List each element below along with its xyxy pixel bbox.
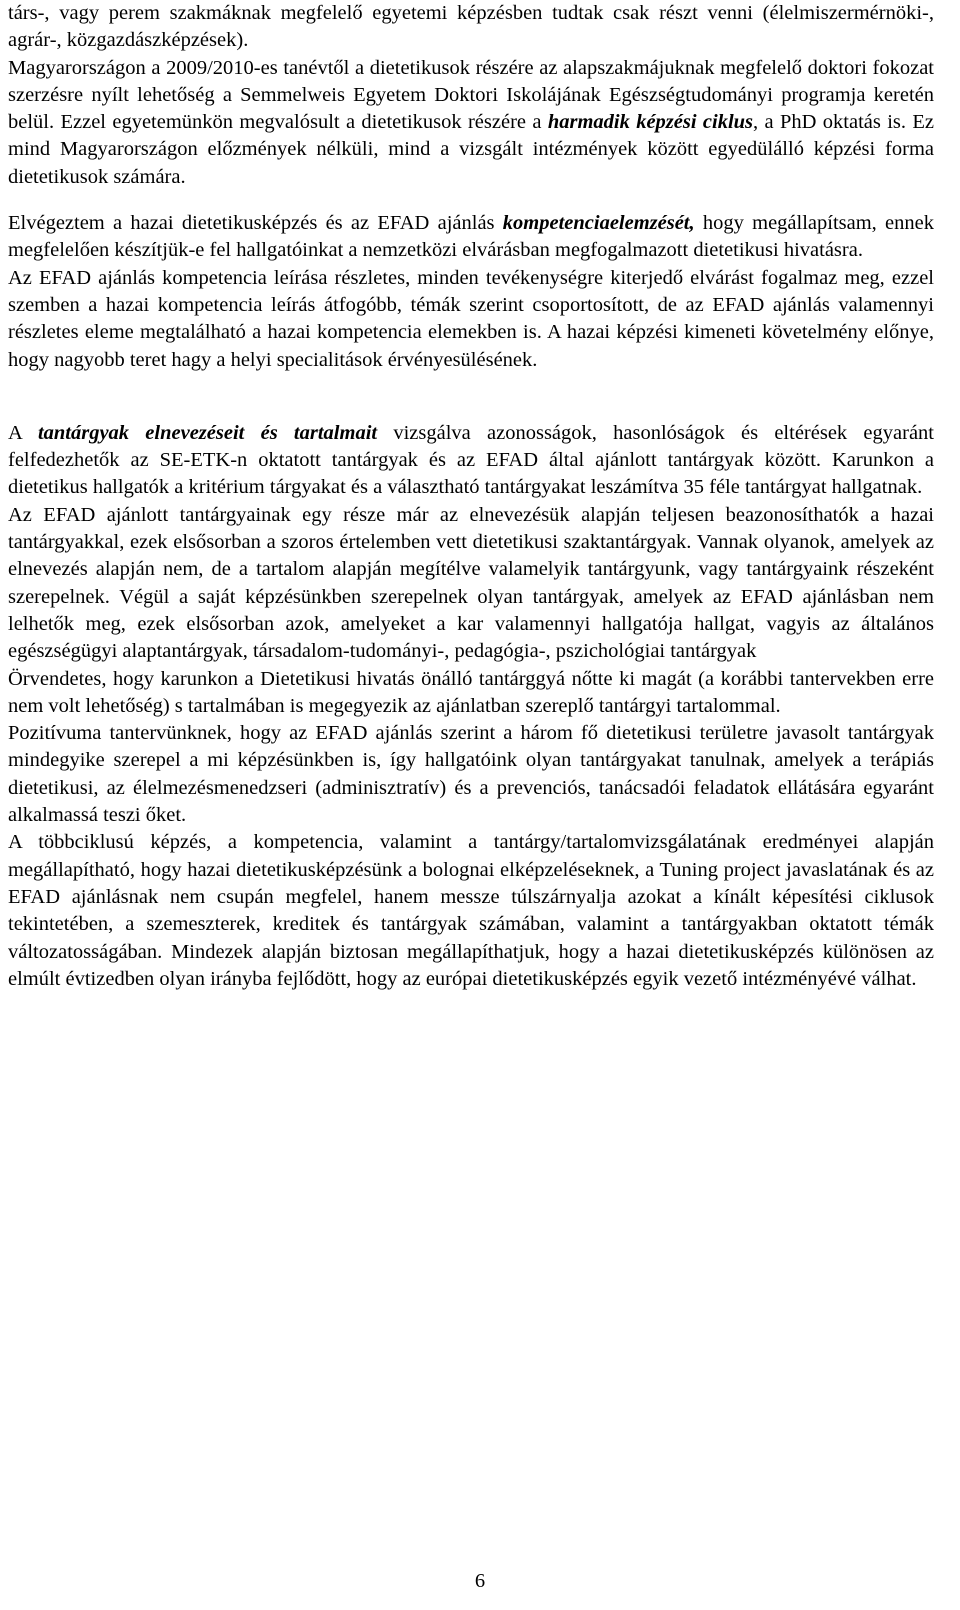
paragraph-text: társ-, vagy perem szakmáknak megfelelő egyetemi képzésben tudtak csak részt venni (élelmiszermérnöki-, agrár-, közgazdászképzések). bbox=[8, 2, 934, 52]
body-paragraph bbox=[8, 666, 934, 721]
document-body bbox=[8, 0, 934, 993]
body-paragraph bbox=[8, 0, 934, 55]
paragraph-text: A bbox=[8, 421, 38, 444]
paragraph-text: hogy megállapítsam, ennek megfelelően készítjük-e fel hallgatóinkat a nemzetközi elvárásban megfogalmazott dietetikusi hivatásra. bbox=[8, 212, 935, 262]
paragraph-text: Az EFAD ajánlás kompetencia leírása részletes, minden tevékenységre kiterjedő elvárást fogalmaz meg, ezzel szemben a hazai kompetencia leírás átfogóbb, témák szerint csoportosított, de az EFAD ajánlás valamennyi részletes eleme megtalálható a hazai kompetencia elemekben is. A hazai képzési kimeneti követelmény előnye, hogy nagyobb teret hagy a helyi specialitások érvényesülésének. bbox=[8, 266, 934, 371]
page-number: 6 bbox=[474, 1570, 486, 1592]
body-paragraph bbox=[8, 720, 934, 829]
paragraph-text: Az EFAD ajánlott tantárgyainak egy része már az elnevezésük alapján teljesen beazonosíthatók a hazai tantárgyakkal, ezek elsősorban a szoros értelemben vett dietetikusi szaktantárgyak. Vannak olyanok, amelyek az elnevezés alapján nem, de a tartalom alapján megítélve valamelyik tantárgyunk, vagy tantárgyaink részeként szerepelnek. Végül a saját képzésünkben szerepelnek olyan tantárgyak, amelyek az EFAD ajánlásban nem lelhetők meg, ezek elsősorban azok, amelyeket a kar valamennyi hallgatója hallgat, vagyis az általános egészségügyi alaptantárgyak, társadalom-tudományi-, pedagógia-, pszichológiai tantárgyak bbox=[8, 503, 934, 663]
body-paragraph bbox=[8, 210, 934, 265]
paragraph-text: , a PhD oktatás is. Ez mind Magyarországon előzmények nélküli, mind a vizsgált intézmények között egyedülálló képzési forma dietetikusok számára. bbox=[8, 111, 934, 188]
body-paragraph bbox=[8, 829, 934, 993]
body-paragraph bbox=[8, 420, 934, 502]
paragraph-text: vizsgálva azonosságok, hasonlóságok és eltérések egyaránt felfedezhetők az SE-ETK-n oktatott tantárgyak és az EFAD által ajánlott tantárgyak között. Karunkon a dietetikus hallgatók a kritérium tárgyakat és a választható tantárgyakat leszámítva 35 féle tantárgyat hallgatnak. bbox=[8, 421, 934, 499]
paragraph-text: Örvendetes, hogy karunkon a Dietetikusi hivatás önálló tantárggyá nőtte ki magát (a korábbi tantervekben erre nem volt lehetőség) s tartalmában is megegyezik az ajánlatban szereplő tantárgyi tartalommal. bbox=[8, 667, 934, 717]
paragraph-text: A többciklusú képzés, a kompetencia, valamint a tantárgy/tartalomvizsgálatának eredményei alapján megállapítható, hogy hazai dietetikusképzésünk a bolognai elképzeléseknek, a Tuning project javaslatának és az EFAD ajánlásnak nem csupán megfelel, hanem messze túlszárnyalja azokat a kínált képesítési ciklusok tekintetében, a szemeszterek, kreditek és tantárgyak számában, valamint a tantárgyakban oktatott témák változatosságában. Mindezek alapján biztosan megállapíthatjuk, hogy a hazai dietetikusképzés különösen az elmúlt évtizedben olyan irányba fejlődött, hogy az európai dietetikusképzés egyik vezető intézményévé válhat. bbox=[8, 831, 934, 990]
emphasized-text: harmadik képzési ciklus bbox=[547, 111, 754, 134]
paragraph-text: Pozitívuma tantervünknek, hogy az EFAD ajánlás szerint a három fő dietetikusi területre javasolt tantárgyak mindegyike szerepel a mi képzésünkben is, így hallgatóink olyan tantárgyakat tanulnak, amelyek a terápiás dietetikusi, az élelmezésmenedzseri (adminisztratív) és a prevenciós, tanácsadói feladatok ellátására egyaránt alkalmassá teszi őket. bbox=[8, 722, 934, 827]
body-paragraph bbox=[8, 55, 934, 191]
emphasized-text: tantárgyak elnevezéseit és tartalmait bbox=[37, 421, 378, 444]
body-paragraph bbox=[8, 265, 934, 374]
body-paragraph bbox=[8, 502, 934, 666]
paragraph-text: Magyarországon a 2009/2010-es tanévtől a dietetikusok részére az alapszakmájuknak megfelelő doktori fokozat szerzésre nyílt lehetőség a Semmelweis Egyetem Doktori Iskolájának Egészségtudományi programja keretén belül. Ezzel egyetemünkön megvalósult a dietetikusok részére a bbox=[8, 56, 934, 134]
emphasized-text: kompetenciaelemzését, bbox=[502, 212, 695, 235]
paragraph-text: Elvégeztem a hazai dietetikusképzés és az EFAD ajánlás bbox=[8, 212, 503, 235]
